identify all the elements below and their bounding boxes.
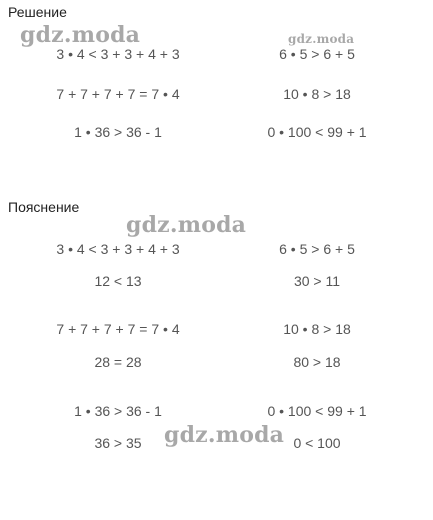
- explanation-row-6-right: 0 < 100: [293, 435, 341, 451]
- explanation-row-1-left: 3 • 4 < 3 + 3 + 4 + 3: [56, 241, 180, 257]
- solution-heading: Решение: [8, 4, 67, 20]
- explanation-row-5-right: 0 • 100 < 99 + 1: [267, 403, 367, 419]
- watermark: gdz.moda: [20, 22, 141, 48]
- explanation-row-4-right: 80 > 18: [293, 354, 341, 370]
- solution-row-3-right: 0 • 100 < 99 + 1: [267, 124, 367, 140]
- watermark: gdz.moda: [288, 32, 355, 46]
- explanation-row-3-left: 7 + 7 + 7 + 7 = 7 • 4: [56, 321, 180, 337]
- explanation-row-6-left: 36 > 35: [94, 435, 142, 451]
- solution-row-3-left: 1 • 36 > 36 - 1: [74, 124, 162, 140]
- solution-row-2-right: 10 • 8 > 18: [283, 86, 351, 102]
- explanation-row-3-right: 10 • 8 > 18: [283, 321, 351, 337]
- solution-row-1-left: 3 • 4 < 3 + 3 + 4 + 3: [56, 46, 180, 62]
- explanation-row-2-left: 12 < 13: [94, 273, 142, 289]
- solution-row-2-left: 7 + 7 + 7 + 7 = 7 • 4: [56, 86, 180, 102]
- explanation-row-4-left: 28 = 28: [94, 354, 142, 370]
- watermark: gdz.moda: [164, 422, 285, 448]
- solution-row-1-right: 6 • 5 > 6 + 5: [279, 46, 355, 62]
- explanation-row-5-left: 1 • 36 > 36 - 1: [74, 403, 162, 419]
- explanation-row-1-right: 6 • 5 > 6 + 5: [279, 241, 355, 257]
- explanation-heading: Пояснение: [8, 199, 80, 215]
- watermark: gdz.moda: [126, 212, 247, 238]
- explanation-row-2-right: 30 > 11: [293, 273, 341, 289]
